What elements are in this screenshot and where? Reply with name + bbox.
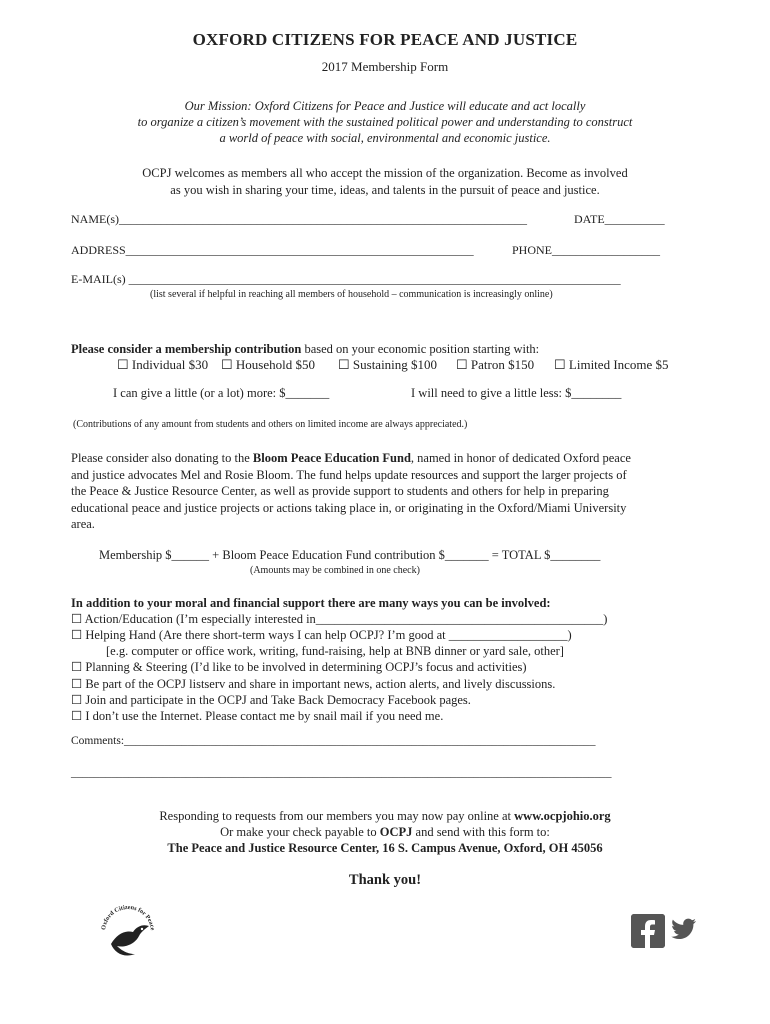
involvement-item-planning[interactable]: ☐ Planning & Steering (I’d like to be involved in determining OCPJ’s focus and activities) (71, 660, 527, 674)
footer-address: The Peace and Justice Resource Center, 16 S. Campus Avenue, Oxford, OH 45056 (167, 841, 603, 855)
bloom-line-5: area. (71, 517, 95, 531)
contribution-note: (Contributions of any amount from students and others on limited income are always appreciated.) (73, 419, 468, 430)
option-patron[interactable]: ☐ Patron $150 (456, 357, 535, 372)
form-subtitle: 2017 Membership Form (321, 59, 449, 74)
facebook-glyph (631, 914, 665, 948)
dove-logo-icon (95, 896, 161, 962)
mission-line-1: Our Mission: Oxford Citizens for Peace and Justice will educate and act locally (184, 99, 586, 113)
involvement-item-helping-hand[interactable]: ☐ Helping Hand (Are there short-term ways I can help OCPJ? I’m good at ___________________) (71, 628, 572, 642)
give-more-field[interactable]: I can give a little (or a lot) more: $_______ (113, 386, 330, 400)
comments-line-2[interactable]: ______________________________________________________________________________________________ (71, 767, 612, 779)
bloom-line-2: and justice advocates Mel and Rosie Bloom. The fund helps update resources and support the larger projects of (71, 467, 627, 482)
bloom-line-3: the Peace & Justice Resource Center, as well as provide support to students and others for help in preparing (71, 484, 609, 498)
total-line[interactable]: Membership $______ + Bloom Peace Education Fund contribution $_______ = TOTAL $________ (99, 548, 601, 562)
involvement-helping-hand-examples: [e.g. computer or office work, writing, fund-raising, help at BNB dinner or yard sale, other] (106, 644, 564, 658)
mission-line-2: to organize a citizen’s movement with the sustained political power and understanding to construct (137, 115, 633, 129)
total-note: (Amounts may be combined in one check) (250, 565, 420, 576)
facebook-icon[interactable] (631, 914, 665, 948)
contribution-heading (71, 341, 539, 358)
twitter-icon[interactable] (671, 918, 697, 945)
date-field[interactable]: DATE__________ (574, 212, 665, 226)
footer-line-2-post: and send with this form to: (412, 825, 550, 839)
involvement-item-snail-mail[interactable]: ☐ I don’t use the Internet. Please contact me by snail mail if you need me. (71, 709, 444, 723)
ocpj-logo (95, 896, 161, 962)
mission-statement (0, 98, 770, 146)
option-limited-income[interactable]: ☐ Limited Income $5 (554, 357, 669, 372)
comments-field[interactable]: Comments:__________________________________________________________________________________ (71, 735, 596, 747)
footer-check-payable (0, 824, 770, 841)
social-icons (631, 914, 697, 948)
phone-field[interactable]: PHONE__________________ (512, 243, 661, 257)
payee-name: OCPJ (379, 825, 413, 839)
name-field[interactable]: NAME(s)____________________________________________________________________ (71, 212, 527, 226)
welcome-text (0, 165, 770, 199)
bloom-paragraph (71, 450, 631, 533)
thank-you: Thank you! (348, 872, 422, 888)
option-household[interactable]: ☐ Household $50 (221, 357, 315, 372)
footer-pay-online (0, 808, 770, 825)
contribution-heading-rest: based on your economic position starting with: (301, 342, 540, 356)
bloom-line-1 (71, 450, 631, 467)
email-note: (list several if helpful in reaching all members of household – communication is increasingly online) (150, 289, 553, 300)
mission-line-3: a world of peace with social, environmental and economic justice. (219, 131, 551, 145)
welcome-line-2: as you wish in sharing your time, ideas, and talents in the pursuit of peace and justice. (170, 183, 600, 197)
welcome-line-1: OCPJ welcomes as members all who accept the mission of the organization. Become as involved (142, 166, 628, 180)
bloom-line-4: educational peace and justice projects or actions taking place in, or originating in the Oxford/Miami University (71, 500, 627, 515)
page-title: OXFORD CITIZENS FOR PEACE AND JUSTICE (192, 30, 578, 49)
involvement-item-action[interactable]: ☐ Action/Education (I’m especially interested in______________________________________________) (71, 612, 608, 626)
twitter-glyph (671, 918, 697, 940)
footer-line-2-pre: Or make your check payable to (220, 825, 380, 839)
give-less-field[interactable]: I will need to give a little less: $________ (411, 386, 622, 400)
bloom-line-1-pre: Please consider also donating to the (71, 451, 253, 465)
website-link[interactable]: www.ocpjohio.org (514, 809, 611, 823)
involvement-item-facebook[interactable]: ☐ Join and participate in the OCPJ and Take Back Democracy Facebook pages. (71, 693, 471, 707)
bloom-line-1-post: , named in honor of dedicated Oxford peace (410, 451, 631, 465)
involvement-item-listserv[interactable]: ☐ Be part of the OCPJ listserv and share in important news, action alerts, and lively discussions. (71, 677, 556, 691)
bloom-fund-name: Bloom Peace Education Fund (252, 451, 411, 465)
footer-line-1-pre: Responding to requests from our members you may now pay online at (159, 809, 515, 823)
option-sustaining[interactable]: ☐ Sustaining $100 (338, 357, 438, 372)
option-individual[interactable]: ☐ Individual $30 (117, 357, 209, 372)
involvement-heading: In addition to your moral and financial support there are many ways you can be involved: (71, 596, 551, 610)
email-field[interactable]: E-MAIL(s) __________________________________________________________________________________ (71, 272, 621, 286)
address-field[interactable]: ADDRESS__________________________________________________________ (71, 243, 474, 257)
logo-text: Oxford Citizens for Peace (100, 903, 156, 931)
contribution-heading-bold: Please consider a membership contribution (71, 342, 302, 356)
